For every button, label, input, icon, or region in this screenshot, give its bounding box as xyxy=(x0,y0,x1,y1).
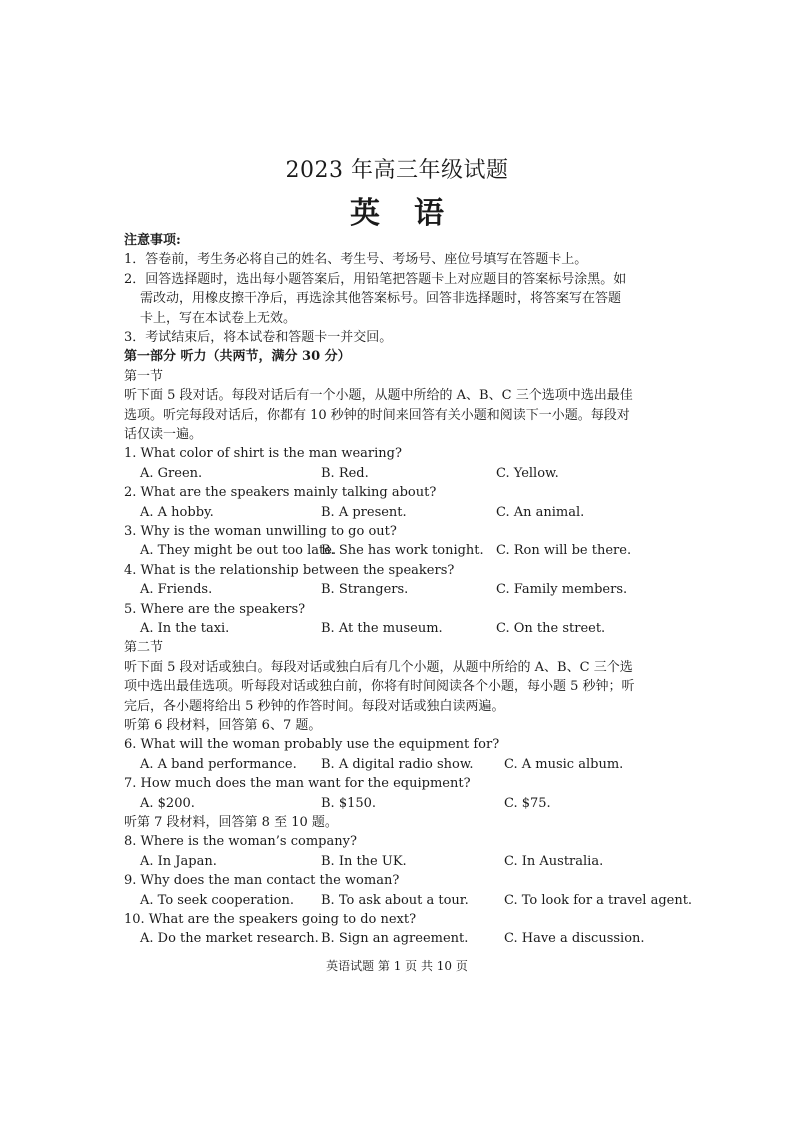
question-options xyxy=(124,929,672,948)
option-c: C. $75. xyxy=(504,795,551,811)
option-c: C. In Australia. xyxy=(504,853,604,869)
question-stem: 10. What are the speakers going to do next? xyxy=(124,912,417,928)
section2-instructions-line-2: 项中选出最佳选项。听每段对话或独白前，你将有时间阅读各个小题，每小题 5 秒钟；听 xyxy=(124,679,635,695)
question-stem: 9. Why does the man contact the woman? xyxy=(124,873,400,889)
subject-title xyxy=(0,188,794,232)
option-b: B. Strangers. xyxy=(321,582,409,598)
option-c: C. An animal. xyxy=(496,504,585,520)
option-a: A. Green. xyxy=(140,465,203,481)
section1-instructions-line-2: 选项。听完每段对话后，你都有 10 秒钟的时间来回答有关小题和阅读下一小题。每段对 xyxy=(124,407,630,423)
part1-heading: 第一部分 听力（共两节，满分 30 分） xyxy=(124,349,351,365)
option-c: C. A music album. xyxy=(504,756,624,772)
question-options xyxy=(124,852,672,871)
section1-label: 第一节 xyxy=(124,368,164,384)
option-b: B. At the museum. xyxy=(321,621,443,637)
notice-item-2-line-3: 卡上，写在本试卷上无效。 xyxy=(140,310,297,326)
notice-item-1: 1．答卷前，考生务必将自己的姓名、考生号、考场号、座位号填写在答题卡上。 xyxy=(124,252,588,268)
option-a: A. A band performance. xyxy=(140,756,297,772)
option-a: A. In the taxi. xyxy=(140,621,230,637)
exam-title: 2023 年高三年级试题 xyxy=(285,158,509,183)
question-stem: 6. What will the woman probably use the equipment for? xyxy=(124,737,500,753)
question-stem: 7. How much does the man want for the equipment? xyxy=(124,776,471,792)
option-a: A. In Japan. xyxy=(140,853,217,869)
page-footer: 英语试题 第 1 页 共 10 页 xyxy=(326,959,468,973)
notice-item-3: 3．考试结束后，将本试卷和答题卡一并交回。 xyxy=(124,330,393,346)
option-b: B. $150. xyxy=(321,795,377,811)
exam-content xyxy=(124,231,693,949)
option-c: C. Ron will be there. xyxy=(496,543,632,559)
subject-char-2: 语 xyxy=(414,196,444,231)
subject-char-1: 英 xyxy=(350,196,380,231)
option-c: C. To look for a travel agent. xyxy=(504,892,693,908)
question-stem: 8. Where is the woman’s company? xyxy=(124,834,357,850)
option-a: A. A hobby. xyxy=(140,504,214,520)
option-b: B. Red. xyxy=(321,465,369,481)
question-options xyxy=(124,464,672,483)
material-7-note: 听第 7 段材料，回答第 8 至 10 题。 xyxy=(124,815,338,831)
question-options xyxy=(124,891,693,910)
option-b: B. Sign an agreement. xyxy=(321,931,469,947)
question-options xyxy=(124,794,672,813)
question-stem: 3. Why is the woman unwilling to go out? xyxy=(124,524,397,540)
section2-label: 第二节 xyxy=(124,640,164,656)
option-c: C. On the street. xyxy=(496,621,606,637)
question-options xyxy=(124,541,672,560)
material-6-note: 听第 6 段材料，回答第 6、7 题。 xyxy=(124,718,322,734)
option-a: A. They might be out too late. xyxy=(140,543,337,559)
section1-instructions-line-1: 听下面 5 段对话。每段对话后有一个小题，从题中所给的 A、B、C 三个选项中选出最佳 xyxy=(124,388,633,404)
notice-item-2-line-1: 2．回答选择题时，选出每小题答案后，用铅笔把答题卡上对应题目的答案标号涂黑。如 xyxy=(124,271,627,287)
option-c: C. Have a discussion. xyxy=(504,931,645,947)
section2-instructions-line-1: 听下面 5 段对话或独白。每段对话或独白后有几个小题，从题中所给的 A、B、C 三个选 xyxy=(124,659,633,675)
section1-instructions-line-3: 话仅读一遍。 xyxy=(124,427,203,443)
section2-instructions-line-3: 完后，各小题将给出 5 秒钟的作答时间。每段对话或独白读两遍。 xyxy=(124,698,505,714)
question-options xyxy=(124,619,672,638)
option-a: A. Do the market research. xyxy=(140,931,319,947)
question-stem: 2. What are the speakers mainly talking about? xyxy=(124,485,437,501)
option-b: B. A digital radio show. xyxy=(321,756,474,772)
notice-item-2-line-2: 需改动，用橡皮擦干净后，再选涂其他答案标号。回答非选择题时，将答案写在答题 xyxy=(140,291,622,307)
option-a: A. To seek cooperation. xyxy=(140,892,294,908)
option-c: C. Family members. xyxy=(496,582,628,598)
option-b: B. She has work tonight. xyxy=(321,543,484,559)
question-options xyxy=(124,503,672,522)
question-options xyxy=(124,580,672,599)
question-stem: 5. Where are the speakers? xyxy=(124,601,306,617)
option-b: B. In the UK. xyxy=(321,853,407,869)
option-a: A. Friends. xyxy=(140,582,213,598)
option-c: C. Yellow. xyxy=(496,465,559,481)
question-stem: 4. What is the relationship between the speakers? xyxy=(124,562,455,578)
question-stem: 1. What color of shirt is the man wearing? xyxy=(124,446,402,462)
option-b: B. To ask about a tour. xyxy=(321,892,469,908)
question-options xyxy=(124,755,672,774)
option-a: A. $200. xyxy=(140,795,195,811)
notice-heading: 注意事项: xyxy=(124,233,181,248)
option-b: B. A present. xyxy=(321,504,407,520)
